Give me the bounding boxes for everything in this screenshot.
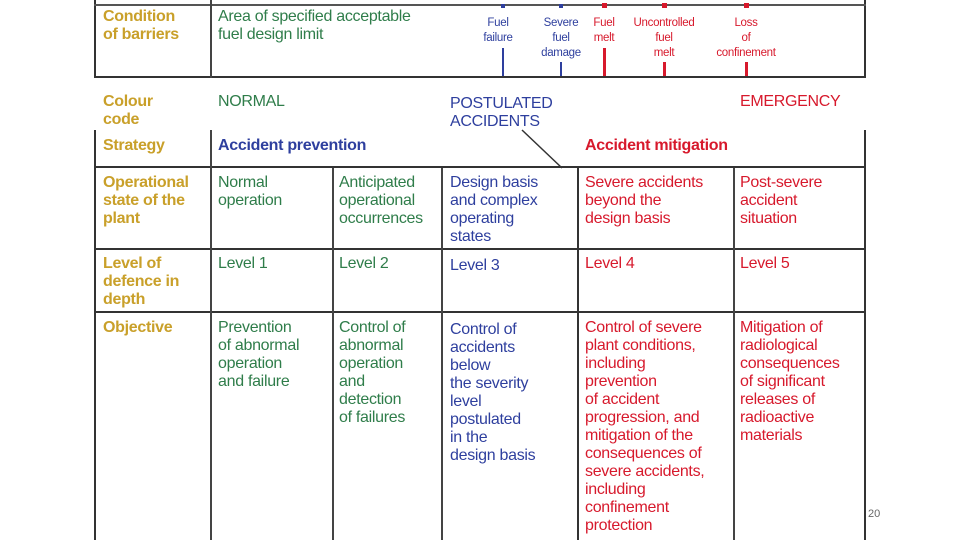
col3-separator — [441, 168, 443, 540]
objective-cell-2: Control of abnormal operation and detection of failures — [339, 319, 406, 426]
barriers-label: Condition of barriers — [103, 8, 179, 43]
level-cell-2: Level 2 — [339, 255, 389, 272]
marker-severe-damage-cap — [559, 4, 563, 8]
col4-separator — [577, 168, 579, 540]
col5-separator — [733, 168, 735, 540]
marker-fuel-failure: Fuel failure — [483, 17, 513, 44]
col2-separator — [332, 168, 334, 540]
table-left-border — [94, 0, 96, 78]
operational-cell-normal: Normal operation — [218, 174, 283, 209]
marker-fuel-melt-tick — [603, 48, 606, 76]
marker-loss-of-confinement: Loss of confinement — [716, 17, 776, 59]
level-label: Level of defence in depth — [103, 255, 180, 308]
marker-loss-confinement-tick — [745, 62, 748, 76]
objective-cell-4: Control of severe plant conditions, including prevention of accident progression, and mitigation of the consequences of severe accidents, including confinement protection — [585, 319, 705, 534]
table-right-border-lower — [864, 130, 866, 540]
operational-cell-severe: Severe accidents beyond the design basis — [585, 174, 703, 227]
strategy-label: Strategy — [103, 137, 165, 154]
fuel-limit-text: Area of specified acceptable fuel design limit — [218, 8, 411, 43]
operational-cell-design-basis: Design basis and complex operating states — [450, 174, 539, 245]
strategy-mitigation: Accident mitigation — [585, 137, 728, 154]
operational-label: Operational state of the plant — [103, 174, 189, 227]
objective-label: Objective — [103, 319, 173, 336]
marker-uncontrolled-fuel-melt: Uncontrolled fuel melt — [633, 17, 695, 59]
operational-cell-post-severe: Post-severe accident situation — [740, 174, 823, 227]
marker-severe-fuel-damage: Severe fuel damage — [541, 17, 581, 59]
marker-loss-confinement-cap — [744, 3, 749, 8]
level-cell-4: Level 4 — [585, 255, 635, 272]
objective-cell-5: Mitigation of radiological consequences of significant releases of radioactive materials — [740, 319, 840, 444]
marker-fuel-failure-cap — [501, 4, 505, 8]
marker-fuel-melt-cap — [602, 3, 607, 8]
marker-fuel-melt: Fuel melt — [593, 17, 615, 44]
colour-code-label: Colour code — [103, 93, 153, 128]
marker-fuel-failure-tick — [502, 48, 504, 76]
level-cell-1: Level 1 — [218, 255, 268, 272]
colour-normal: NORMAL — [218, 93, 285, 110]
table-left-border-lower — [94, 130, 96, 540]
label-column-separator — [210, 130, 212, 540]
level-cell-5: Level 5 — [740, 255, 790, 272]
marker-uncontrolled-cap — [662, 3, 667, 8]
marker-uncontrolled-tick — [663, 62, 666, 76]
label-column-separator-top — [210, 0, 212, 78]
page-number: 20 — [868, 508, 881, 520]
objective-cell-1: Prevention of abnormal operation and failure — [218, 319, 300, 390]
strategy-prevention: Accident prevention — [218, 137, 367, 154]
level-cell-3: Level 3 — [450, 257, 500, 274]
table-right-border-top — [864, 0, 866, 78]
objective-cell-3: Control of accidents below the severity level postulated in the design basis — [450, 321, 536, 464]
colour-emergency: EMERGENCY — [740, 93, 841, 110]
marker-severe-damage-tick — [560, 62, 562, 76]
postulated-pointer — [500, 128, 570, 170]
colour-postulated-accidents: POSTULATED ACCIDENTS — [450, 95, 553, 130]
operational-cell-anticipated: Anticipated operational occurrences — [339, 174, 423, 227]
